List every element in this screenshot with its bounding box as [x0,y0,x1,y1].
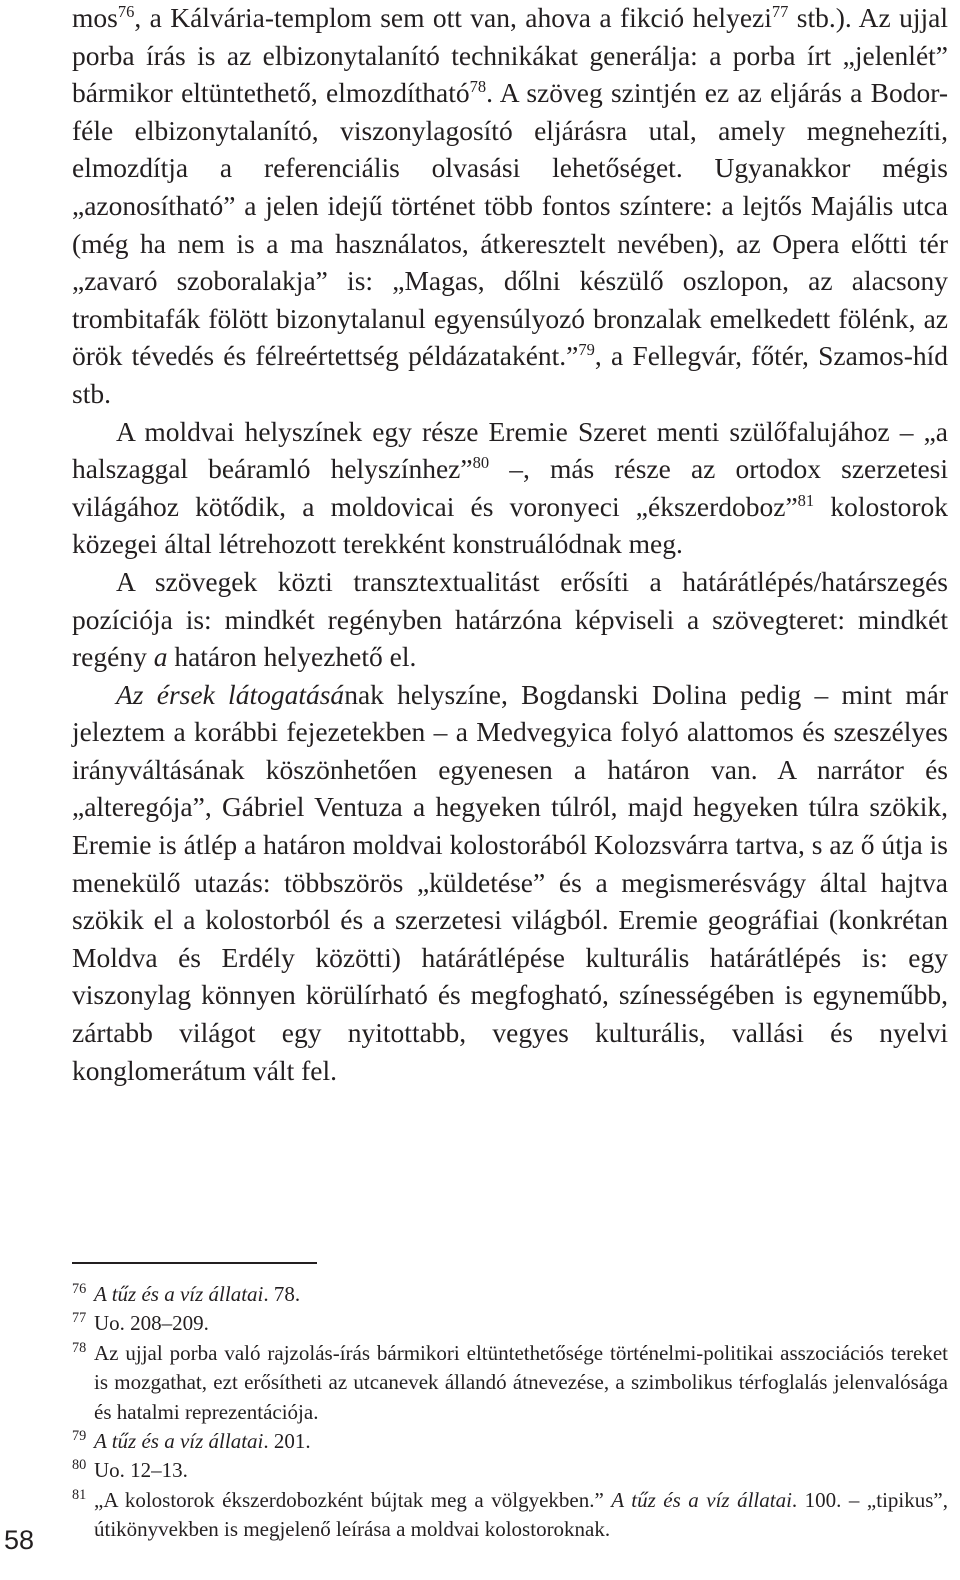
text-run: nak helyszíne, Bogdanski Dolina pedig – mint már jeleztem a korábbi fejezetekben – a Medvegyica folyó alattomos és szeszélyes irányváltásának köszönhetően egyenesen a határon van. A narrátor és „alteregója”, Gábriel Ventuza a hegyeken túlról, majd hegyeken túlra szökik, Eremie is átlép a határon moldvai kolostorából Kolozsvárra tartva, s az ő útja is menekülő utazás: többszörös „küldetése” és a megismerésvágy által hajtva szökik el a kolostorból és a szerzetesi világból. Eremie geográfiai (konkrétan Moldva és Erdély közötti) határátlépése kulturális határátlépés is: egy viszonylag könnyen körülírható és megfogható, színességében is egyneműbb, zártabb világot egy nyitottabb, vegyes kulturális, vallási és nyelvi konglomerátum vált fel. [72,678,948,1086]
footnote-number [72,1339,86,1368]
footnote-number-text: 78 [72,1339,87,1356]
paragraph [72,676,948,1090]
text-run: Uo. 12–13. [94,1458,188,1483]
text-run: . A szöveg szintjén ez az eljárás a Bodor-féle elbizonytalanító, viszonylagosító eljárásra utal, amely megnehezíti, elmozdítja a referenciális olvasási lehetőséget. Ugyanakkor mégis „azonosítható” a jelen idejű történet több fontos színtere: a lejtős Majális utca (még ha nem is a ma használatos, átkeresztelt nevében), az Opera előtti tér „zavaró szoboralakja” is: „Magas, dőlni készülő oszlopon, az alacsony trombitafák fölött bizonytalanul egyensúlyozó bronzalak emelkedett fölénk, az örök tévedés és félreértettség példázataként.” [72,77,948,372]
text-run: . 201. [263,1429,311,1454]
footnote [72,1486,948,1545]
text-run: mos [72,2,118,33]
footnote-reference: 80 [472,453,490,473]
text-run: kolostorok közegei által létrehozott terekként konstruálódnak meg. [72,490,948,560]
paragraph [72,413,948,563]
footnote-reference: 78 [469,77,487,97]
footnotes [72,1280,948,1545]
italic-text: a [153,641,168,673]
italic-text: A tűz és a víz állatai [94,1282,264,1306]
text-run: Az ujjal porba való rajzolás-írás bármikori eltüntethetősége történelmi-politikai asszociációs tereket is mozgathat, ezt erősítheti az utcanevek állandó átnevezése, a szimbolikus térfoglalás jelenvalósága és hatalmi reprezentációja. [94,1340,948,1424]
text-run: „A kolostorok ékszerdobozként bújtak meg a völgyekben.” [94,1487,612,1512]
paragraph [72,563,948,676]
italic-text: A tűz és a víz állatai [94,1429,264,1454]
footnote-number [72,1280,86,1309]
footnote-number [72,1427,86,1456]
footnote-reference: 81 [797,490,815,510]
text-run: . 78. [263,1282,301,1306]
footnote-number-text: 80 [72,1457,87,1474]
text-run: stb.). Az ujjal porba írás is az elbizonytalanító technikákat generálja: a porba írt „jelenlét” bármikor eltüntethető, elmozdítható [72,2,948,109]
text-run: –, más része az ortodox szerzetesi világához kötődik, a moldovicai és voronyeci „ékszerdoboz” [72,453,949,522]
footnote-reference: 79 [578,340,595,360]
text-run: Uo. 208–209. [94,1311,209,1336]
footnote-reference: 77 [771,2,789,22]
footnote [72,1280,948,1309]
footnote [72,1427,948,1456]
text-run: A szövegek közti transztextualitást erősíti a határátlépés/határszegés pozíciója is: mindkét regényben határzóna képviseli a szövegteret: mindkét regény [72,565,948,673]
footnote [72,1309,948,1338]
italic-text: A tűz és a víz állatai [611,1487,792,1512]
footnote-number-text: 76 [72,1281,87,1298]
italic-text: Az érsek látogatásá [116,678,345,710]
footnote [72,1339,948,1427]
text-run: , a Kálvária-templom sem ott van, ahova a fikció helyezi [134,2,772,33]
page-number: 58 [4,1525,35,1555]
text-run: , a Fellegvár, főtér, Szamos-híd stb. [72,340,948,409]
text-run: határon helyezhető el. [167,641,417,673]
footnote-number-text: 79 [72,1428,87,1445]
footnote-number [72,1309,86,1338]
footnote-number [72,1456,86,1485]
footnote-reference: 76 [117,2,135,22]
footnote-separator [72,1262,317,1264]
main-text [72,0,948,1089]
footnote-number-text: 77 [72,1310,87,1327]
footnote [72,1456,948,1485]
text-run: A moldvai helyszínek egy része Eremie Szeret menti szülőfalujához – „a halszaggal beáramló helyszínhez” [72,415,948,485]
footnote-number [72,1486,86,1515]
footnote-number-text: 81 [72,1487,87,1503]
text-run: . 100. – „tipikus”, útikönyvekben is megjelenő leírása a moldvai kolostoroknak. [94,1487,948,1542]
paragraph [72,0,948,413]
